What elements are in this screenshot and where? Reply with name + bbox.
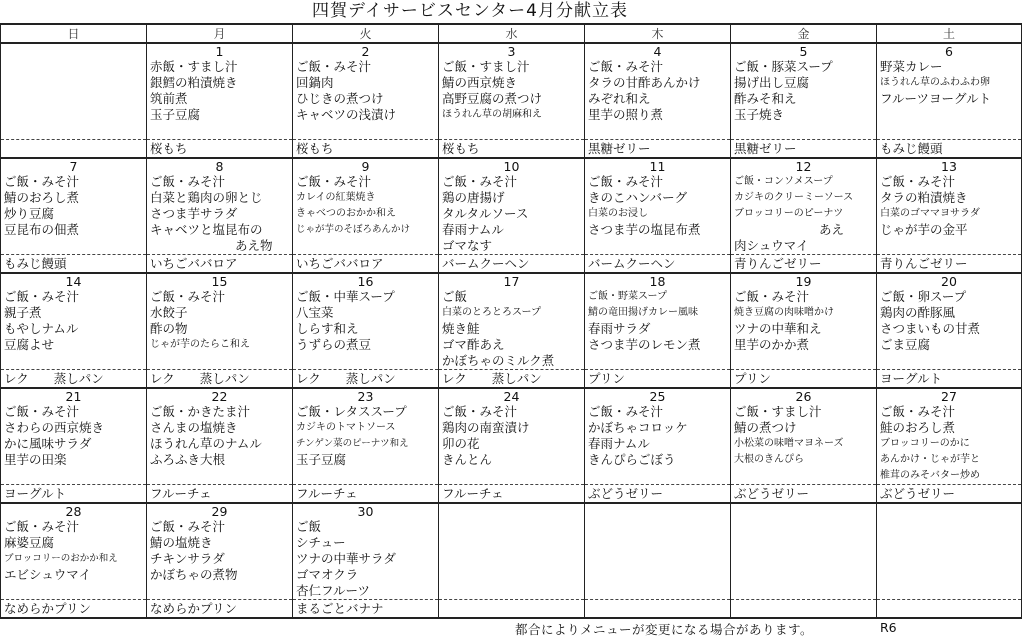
menu-item-row — [1, 519, 1022, 535]
menu-item — [1, 238, 147, 255]
menu-item-row — [1, 190, 1022, 206]
day-number: 29 — [147, 503, 293, 519]
menu-item: ほうれん草の胡麻和え — [439, 107, 585, 123]
snack-item: バームクーヘン — [585, 255, 731, 274]
menu-item: ご飯・卵スープ — [877, 289, 1022, 305]
menu-item-row — [1, 583, 1022, 600]
day-number: 28 — [1, 503, 147, 519]
menu-item: かぼちゃの煮物 — [147, 567, 293, 583]
menu-item: ブロッコリーのかに — [877, 436, 1022, 452]
menu-item — [293, 353, 439, 370]
menu-item: エビシュウマイ — [1, 567, 147, 583]
menu-item: 八宝菜 — [293, 305, 439, 321]
day-number: 9 — [293, 158, 439, 174]
menu-item: 鯖の煮つけ — [731, 420, 877, 436]
menu-item: ほうれん草のふわふわ卵 — [877, 75, 1022, 91]
menu-item-row — [1, 206, 1022, 222]
menu-item — [1, 107, 147, 123]
menu-item — [439, 551, 585, 567]
day-number: 7 — [1, 158, 147, 174]
menu-item: ご飯・レタススープ — [293, 404, 439, 420]
day-number: 15 — [147, 273, 293, 289]
menu-item — [1, 353, 147, 370]
menu-item: 小松菜の味噌マヨネーズ — [731, 436, 877, 452]
menu-item — [439, 583, 585, 600]
snack-item — [877, 600, 1022, 619]
menu-item — [1, 75, 147, 91]
day-number — [585, 503, 731, 519]
menu-item — [877, 583, 1022, 600]
menu-item — [1, 59, 147, 75]
menu-item — [585, 551, 731, 567]
date-row — [1, 43, 1022, 59]
snack-item: もみじ饅頭 — [877, 140, 1022, 159]
snack-item: ぶどうゼリー — [585, 485, 731, 504]
menu-item: ご飯・みそ汁 — [1, 519, 147, 535]
day-number: 4 — [585, 43, 731, 59]
snack-item: 桜もち — [147, 140, 293, 159]
menu-item: かぼちゃコロッケ — [585, 420, 731, 436]
menu-item-row — [1, 238, 1022, 255]
snack-item: レク 蒸しパン — [1, 370, 147, 389]
weekday-thu: 木 — [585, 24, 731, 43]
snack-item: ぶどうゼリー — [877, 485, 1022, 504]
menu-item-row — [1, 59, 1022, 75]
menu-item: 里芋の田楽 — [1, 452, 147, 468]
menu-item: 揚げ出し豆腐 — [731, 75, 877, 91]
menu-item: 肉シュウマイ — [731, 238, 877, 255]
menu-item: 回鍋肉 — [293, 75, 439, 91]
menu-item-row — [1, 174, 1022, 190]
snack-row — [1, 600, 1022, 619]
menu-item: かぼちゃのミルク煮 — [439, 353, 585, 370]
menu-item: 炒り豆腐 — [1, 206, 147, 222]
menu-item: ご飯・みそ汁 — [1, 174, 147, 190]
menu-item: ほうれん草のナムル — [147, 436, 293, 452]
menu-item-row — [1, 452, 1022, 468]
menu-item-row — [1, 123, 1022, 140]
menu-item: ふろふき大根 — [147, 452, 293, 468]
day-number: 14 — [1, 273, 147, 289]
menu-item: 鶏肉の南蛮漬け — [439, 420, 585, 436]
menu-item: 玉子豆腐 — [293, 452, 439, 468]
menu-item — [877, 551, 1022, 567]
menu-item-row — [1, 289, 1022, 305]
menu-item: ゴマオクラ — [293, 567, 439, 583]
menu-item: キャベツと塩昆布の — [147, 222, 293, 238]
menu-item-row — [1, 222, 1022, 238]
menu-item: カレイの紅葉焼き — [293, 190, 439, 206]
menu-item: きんぴらごぼう — [585, 452, 731, 468]
day-number: 23 — [293, 388, 439, 404]
menu-item — [877, 353, 1022, 370]
snack-item: 桜もち — [293, 140, 439, 159]
day-number: 19 — [731, 273, 877, 289]
menu-item: タラの甘酢あんかけ — [585, 75, 731, 91]
snack-item: ヨーグルト — [877, 370, 1022, 389]
menu-item: タルタルソース — [439, 206, 585, 222]
snack-item: レク 蒸しパン — [293, 370, 439, 389]
menu-item: ご飯・みそ汁 — [147, 174, 293, 190]
snack-item: いちごババロア — [147, 255, 293, 274]
day-number: 21 — [1, 388, 147, 404]
menu-item: キャベツの浅漬け — [293, 107, 439, 123]
menu-item: 焼き豆腐の肉味噌かけ — [731, 305, 877, 321]
day-number: 8 — [147, 158, 293, 174]
menu-item: ご飯・野菜スープ — [585, 289, 731, 305]
snack-item: フルーチェ — [147, 485, 293, 504]
menu-item — [585, 468, 731, 485]
day-number — [731, 503, 877, 519]
menu-item-row — [1, 75, 1022, 91]
day-number: 16 — [293, 273, 439, 289]
menu-item-row — [1, 353, 1022, 370]
menu-item-row — [1, 420, 1022, 436]
menu-item: ブロッコリーのピーナツ — [731, 206, 877, 222]
day-number: 20 — [877, 273, 1022, 289]
weekday-sat: 土 — [877, 24, 1022, 43]
menu-item: 麻婆豆腐 — [1, 535, 147, 551]
menu-item — [731, 583, 877, 600]
menu-item-row — [1, 321, 1022, 337]
menu-item: さわらの西京焼き — [1, 420, 147, 436]
snack-row — [1, 255, 1022, 274]
snack-item: レク 蒸しパン — [147, 370, 293, 389]
day-number: 2 — [293, 43, 439, 59]
menu-item — [877, 535, 1022, 551]
menu-item — [877, 238, 1022, 255]
menu-item: ご飯・みそ汁 — [293, 174, 439, 190]
day-number: 24 — [439, 388, 585, 404]
menu-item: さんまの塩焼き — [147, 420, 293, 436]
menu-item: 白菜のとろとろスープ — [439, 305, 585, 321]
weekday-sun: 日 — [1, 24, 147, 43]
menu-item — [877, 519, 1022, 535]
menu-item: かに風味サラダ — [1, 436, 147, 452]
menu-item-row — [1, 567, 1022, 583]
day-number: 25 — [585, 388, 731, 404]
menu-item: 春雨ナムル — [585, 436, 731, 452]
weekday-mon: 月 — [147, 24, 293, 43]
menu-item: ご飯・コンソメスープ — [731, 174, 877, 190]
date-row — [1, 158, 1022, 174]
menu-item: 野菜カレー — [877, 59, 1022, 75]
menu-item: ご飯・中華スープ — [293, 289, 439, 305]
day-number: 22 — [147, 388, 293, 404]
menu-item: きんとん — [439, 452, 585, 468]
menu-item: みぞれ和え — [585, 91, 731, 107]
menu-body — [1, 43, 1022, 618]
menu-item: 里芋のかか煮 — [731, 337, 877, 353]
menu-item — [439, 567, 585, 583]
day-number: 12 — [731, 158, 877, 174]
menu-item: もやしナムル — [1, 321, 147, 337]
weekday-fri: 金 — [731, 24, 877, 43]
menu-item: ご飯・豚菜スープ — [731, 59, 877, 75]
menu-item: 玉子焼き — [731, 107, 877, 123]
menu-item: ご飯・みそ汁 — [439, 174, 585, 190]
menu-item: ご飯 — [439, 289, 585, 305]
menu-item: カジキのクリーミーソース — [731, 190, 877, 206]
menu-item: ブロッコリーのおかか和え — [1, 551, 147, 567]
menu-item — [731, 468, 877, 485]
day-number: 11 — [585, 158, 731, 174]
menu-item: 筑前煮 — [147, 91, 293, 107]
day-number — [1, 43, 147, 59]
menu-item — [439, 468, 585, 485]
day-number: 10 — [439, 158, 585, 174]
snack-item: ぶどうゼリー — [731, 485, 877, 504]
menu-item — [731, 519, 877, 535]
menu-item — [1, 123, 147, 140]
menu-item — [439, 535, 585, 551]
menu-item: 里芋の照り煮 — [585, 107, 731, 123]
menu-item: あんかけ・じゃが芋と — [877, 452, 1022, 468]
day-number: 27 — [877, 388, 1022, 404]
snack-item: 黒糖ゼリー — [731, 140, 877, 159]
menu-item: チキンサラダ — [147, 551, 293, 567]
menu-item: きゃべつのおかか和え — [293, 206, 439, 222]
footer-code: R6 — [880, 620, 897, 635]
menu-item: 鯖の塩焼き — [147, 535, 293, 551]
snack-item: 桜もち — [439, 140, 585, 159]
menu-item — [147, 123, 293, 140]
menu-item — [585, 535, 731, 551]
menu-item: きのこハンバーグ — [585, 190, 731, 206]
menu-item — [731, 535, 877, 551]
menu-item: 鯖の西京焼き — [439, 75, 585, 91]
menu-item: 高野豆腐の煮つけ — [439, 91, 585, 107]
menu-item: 酢みそ和え — [731, 91, 877, 107]
menu-item: じゃが芋のたらこ和え — [147, 337, 293, 353]
menu-item: 鮭のおろし煮 — [877, 420, 1022, 436]
menu-item: ご飯 — [293, 519, 439, 535]
menu-item — [585, 583, 731, 600]
menu-item: ご飯・みそ汁 — [1, 289, 147, 305]
menu-item — [877, 123, 1022, 140]
snack-row — [1, 140, 1022, 159]
menu-item: 春雨サラダ — [585, 321, 731, 337]
menu-item — [439, 123, 585, 140]
menu-item: 鶏の唐揚げ — [439, 190, 585, 206]
menu-item: 鶏肉の酢豚風 — [877, 305, 1022, 321]
menu-item: ご飯・みそ汁 — [439, 404, 585, 420]
date-row — [1, 503, 1022, 519]
menu-item — [731, 567, 877, 583]
menu-item-row — [1, 107, 1022, 123]
day-number: 6 — [877, 43, 1022, 59]
snack-item: フルーチェ — [293, 485, 439, 504]
menu-item: ご飯・みそ汁 — [147, 519, 293, 535]
weekday-tue: 火 — [293, 24, 439, 43]
day-number: 18 — [585, 273, 731, 289]
menu-item: 白菜のゴママヨサラダ — [877, 206, 1022, 222]
menu-item: ご飯・みそ汁 — [1, 404, 147, 420]
menu-item: ご飯・すまし汁 — [439, 59, 585, 75]
menu-item: 白菜のお浸し — [585, 206, 731, 222]
menu-item: じゃが芋のそぼろあんかけ — [293, 222, 439, 238]
menu-item — [585, 353, 731, 370]
menu-item: 豆昆布の佃煮 — [1, 222, 147, 238]
menu-item: 玉子豆腐 — [147, 107, 293, 123]
menu-item — [293, 238, 439, 255]
menu-item-row — [1, 551, 1022, 567]
menu-item: さつま芋のレモン煮 — [585, 337, 731, 353]
menu-item: ご飯・すまし汁 — [731, 404, 877, 420]
menu-item: 親子煮 — [1, 305, 147, 321]
weekday-header-row — [1, 24, 1022, 43]
day-number: 30 — [293, 503, 439, 519]
menu-item: カジキのトマトソース — [293, 420, 439, 436]
weekday-wed: 水 — [439, 24, 585, 43]
menu-item: 大根のきんぴら — [731, 452, 877, 468]
menu-item: シチュー — [293, 535, 439, 551]
menu-item: ご飯・みそ汁 — [877, 404, 1022, 420]
snack-item — [439, 600, 585, 619]
menu-item: ご飯・みそ汁 — [147, 289, 293, 305]
menu-item-row — [1, 436, 1022, 452]
menu-item: ご飯・みそ汁 — [585, 174, 731, 190]
menu-item-row — [1, 305, 1022, 321]
date-row — [1, 273, 1022, 289]
menu-item — [877, 107, 1022, 123]
day-number: 13 — [877, 158, 1022, 174]
menu-item-row — [1, 468, 1022, 485]
snack-row — [1, 370, 1022, 389]
menu-item: 銀鱈の粕漬焼き — [147, 75, 293, 91]
menu-item — [585, 123, 731, 140]
menu-item-row — [1, 91, 1022, 107]
snack-item: なめらかプリン — [147, 600, 293, 619]
menu-item: 豆腐よせ — [1, 337, 147, 353]
menu-table — [0, 23, 1022, 619]
snack-item: もみじ饅頭 — [1, 255, 147, 274]
menu-item-row — [1, 535, 1022, 551]
menu-item: 卯の花 — [439, 436, 585, 452]
snack-item — [1, 140, 147, 159]
menu-item: タラの粕漬焼き — [877, 190, 1022, 206]
menu-item: 焼き鮭 — [439, 321, 585, 337]
menu-item: 杏仁フルーツ — [293, 583, 439, 600]
menu-item: 鯖のおろし煮 — [1, 190, 147, 206]
date-row — [1, 388, 1022, 404]
menu-item: ツナの中華和え — [731, 321, 877, 337]
day-number — [877, 503, 1022, 519]
menu-item — [293, 468, 439, 485]
menu-item — [585, 238, 731, 255]
snack-item — [585, 600, 731, 619]
snack-item: なめらかプリン — [1, 600, 147, 619]
snack-item: バームクーヘン — [439, 255, 585, 274]
menu-item — [731, 353, 877, 370]
menu-item: あえ — [731, 222, 877, 238]
menu-item: さつま芋サラダ — [147, 206, 293, 222]
page-title: 四賀デイサービスセンター4月分献立表 — [312, 1, 628, 21]
snack-item: まるごとバナナ — [293, 600, 439, 619]
day-number: 17 — [439, 273, 585, 289]
menu-item — [585, 567, 731, 583]
menu-item: さつまいもの甘煮 — [877, 321, 1022, 337]
menu-item — [877, 567, 1022, 583]
menu-item: 白菜と鶏肉の卵とじ — [147, 190, 293, 206]
menu-item: ツナの中華サラダ — [293, 551, 439, 567]
snack-item: プリン — [731, 370, 877, 389]
menu-item — [1, 91, 147, 107]
menu-item: あえ物 — [147, 238, 293, 255]
snack-row — [1, 485, 1022, 504]
menu-item: ご飯・みそ汁 — [731, 289, 877, 305]
menu-item: ご飯・かきたま汁 — [147, 404, 293, 420]
menu-item: うずらの煮豆 — [293, 337, 439, 353]
day-number: 26 — [731, 388, 877, 404]
snack-item: ヨーグルト — [1, 485, 147, 504]
snack-item: フルーチェ — [439, 485, 585, 504]
menu-item: しらす和え — [293, 321, 439, 337]
day-number — [439, 503, 585, 519]
menu-item: 赤飯・すまし汁 — [147, 59, 293, 75]
day-number: 1 — [147, 43, 293, 59]
menu-item-row — [1, 337, 1022, 353]
menu-item: ご飯・みそ汁 — [877, 174, 1022, 190]
footer-note: 都合によりメニューが変更になる場合があります。 — [515, 622, 814, 637]
menu-item — [147, 583, 293, 600]
menu-item — [731, 123, 877, 140]
menu-item: ご飯・みそ汁 — [585, 404, 731, 420]
menu-item: じゃが芋の金平 — [877, 222, 1022, 238]
snack-item — [731, 600, 877, 619]
menu-item — [731, 551, 877, 567]
menu-item — [293, 123, 439, 140]
menu-item: ゴマ酢あえ — [439, 337, 585, 353]
menu-item — [147, 468, 293, 485]
menu-item-row — [1, 404, 1022, 420]
menu-item — [147, 353, 293, 370]
menu-item: ごま豆腐 — [877, 337, 1022, 353]
menu-item: ご飯・みそ汁 — [293, 59, 439, 75]
menu-item: ご飯・みそ汁 — [585, 59, 731, 75]
day-number: 5 — [731, 43, 877, 59]
snack-item: プリン — [585, 370, 731, 389]
snack-item: 青りんごゼリー — [877, 255, 1022, 274]
snack-item: 黒糖ゼリー — [585, 140, 731, 159]
menu-item: ゴマなす — [439, 238, 585, 255]
day-number: 3 — [439, 43, 585, 59]
menu-item — [585, 519, 731, 535]
menu-item: 酢の物 — [147, 321, 293, 337]
snack-item: いちごババロア — [293, 255, 439, 274]
snack-item: 青りんごゼリー — [731, 255, 877, 274]
menu-item — [1, 583, 147, 600]
menu-item — [1, 468, 147, 485]
menu-item: 春雨ナムル — [439, 222, 585, 238]
menu-item: チンゲン菜のピーナツ和え — [293, 436, 439, 452]
menu-item: フルーツヨーグルト — [877, 91, 1022, 107]
menu-item: 水餃子 — [147, 305, 293, 321]
menu-item: 鯖の竜田揚げカレー風味 — [585, 305, 731, 321]
snack-item: レク 蒸しパン — [439, 370, 585, 389]
menu-item: ひじきの煮つけ — [293, 91, 439, 107]
menu-item: 椎茸のみそバター炒め — [877, 468, 1022, 485]
menu-item: さつま芋の塩昆布煮 — [585, 222, 731, 238]
menu-item — [439, 519, 585, 535]
